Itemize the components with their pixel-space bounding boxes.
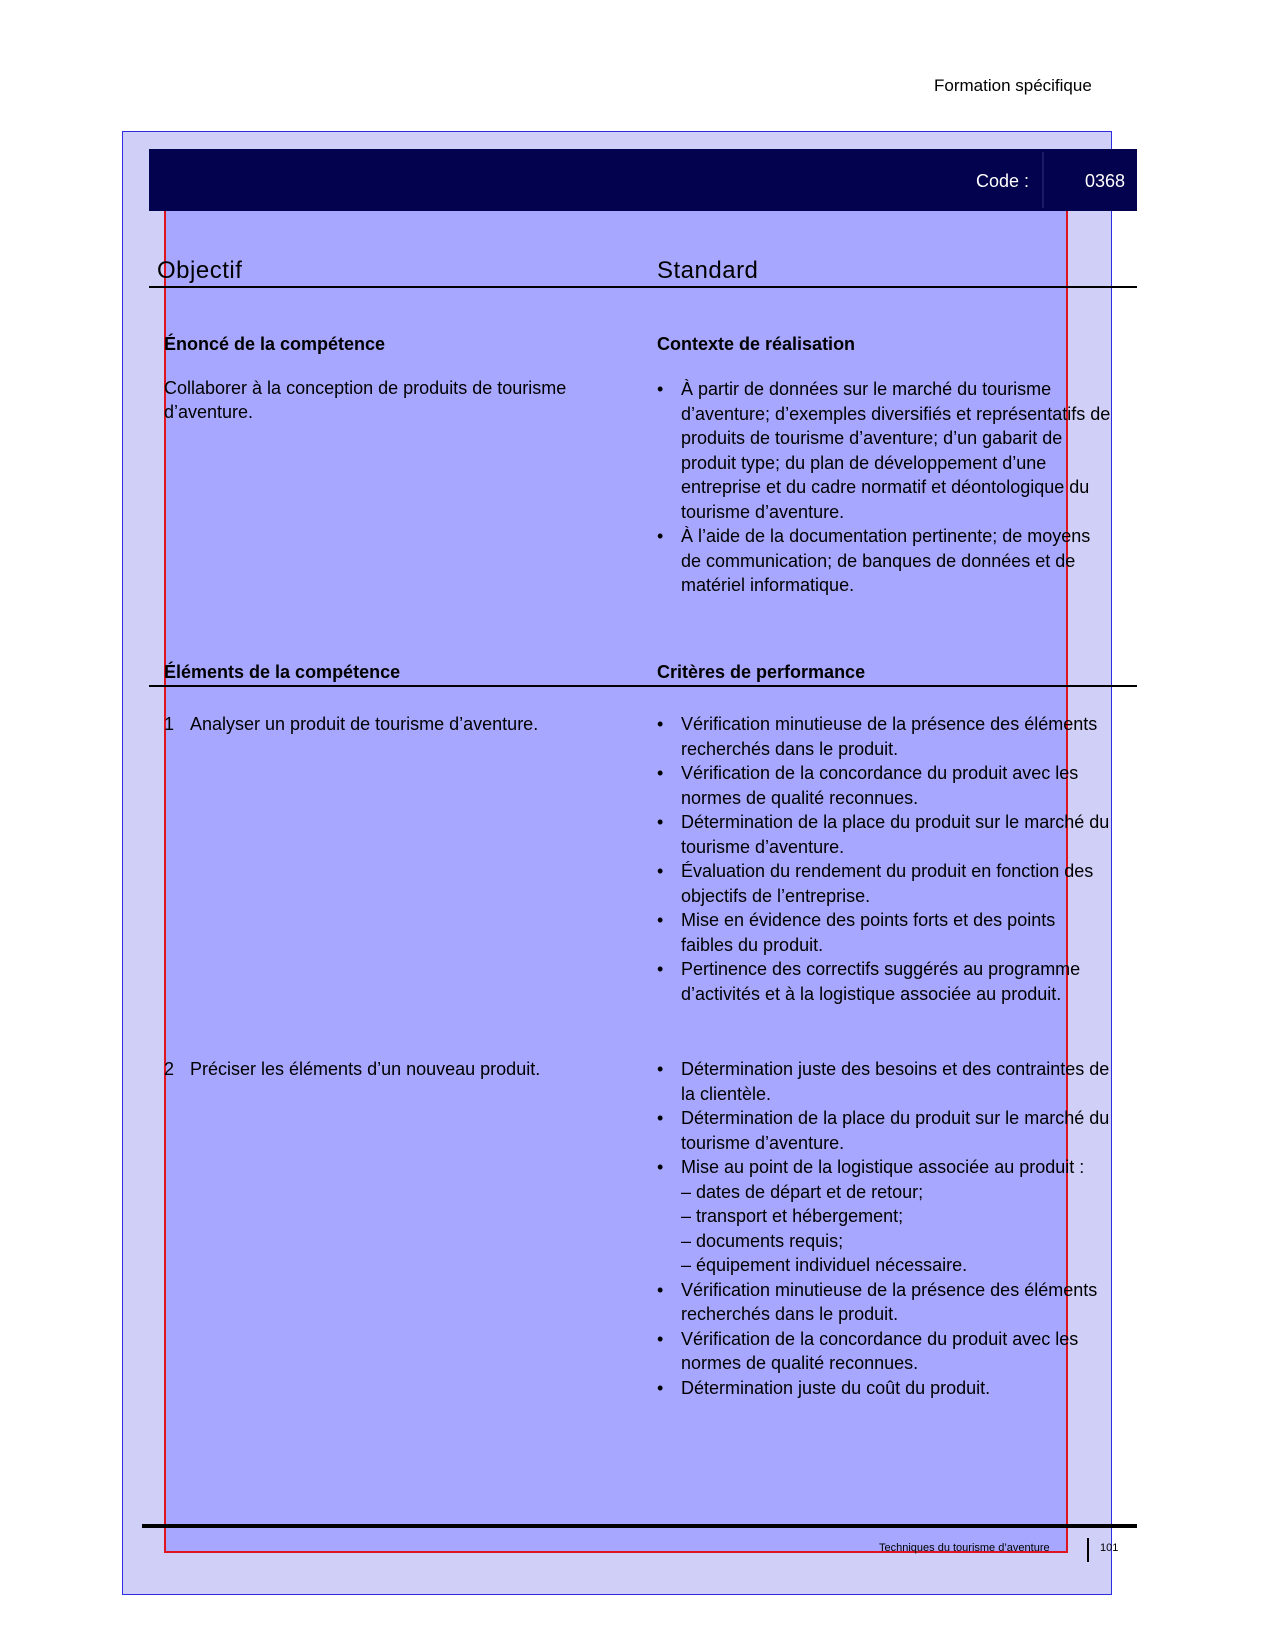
element-number: 2 <box>164 1059 175 1079</box>
element-1 <box>164 712 634 736</box>
section-rule <box>149 685 1137 687</box>
sub-item: – équipement individuel nécessaire. <box>681 1253 1112 1278</box>
criterion: • Vérification de la concordance du produit avec les normes de qualité reconnues. <box>657 1327 1112 1376</box>
criterion <box>657 1155 1112 1278</box>
running-title: Formation spécifique <box>934 76 1092 95</box>
standard-heading: Standard <box>657 257 759 284</box>
objectif-heading: Objectif <box>157 257 243 284</box>
logistics-sublist <box>681 1180 1112 1278</box>
competence-text: Collaborer à la conception de produits de tourisme d’aventure. <box>164 378 567 422</box>
element-text: Préciser les éléments d’un nouveau produit. <box>190 1059 541 1079</box>
header-divider <box>1042 152 1044 208</box>
elements-title: Éléments de la compétence <box>164 662 401 682</box>
context-item: • À l’aide de la documentation pertinente; de moyens de communication; de banques de données et de matériel informatique. <box>657 524 1112 598</box>
heading-rule <box>149 286 1137 288</box>
criterion: • Vérification minutieuse de la présence des éléments recherchés dans le produit. <box>657 1278 1112 1327</box>
footer-rule <box>142 1524 1137 1528</box>
criterion: • Mise en évidence des points forts et des points faibles du produit. <box>657 908 1112 957</box>
element-number: 1 <box>164 714 175 734</box>
context-item: • À partir de données sur le marché du tourisme d’aventure; d’exemples diversifiés et représentatifs de produits de tourisme d’aventure; d’un gabarit de produit type; du plan de développement d’une entreprise et du cadre normatif et déontologique du tourisme d’aventure. <box>657 377 1112 524</box>
criterion: • Détermination de la place du produit sur le marché du tourisme d’aventure. <box>657 810 1112 859</box>
criterion: • Détermination de la place du produit sur le marché du tourisme d’aventure. <box>657 1106 1112 1155</box>
context-list <box>657 377 1112 598</box>
sub-item: – dates de départ et de retour; <box>681 1180 1112 1205</box>
footer-program: Techniques du tourisme d’aventure <box>879 1542 1050 1554</box>
criterion: • Détermination juste des besoins et des contraintes de la clientèle. <box>657 1057 1112 1106</box>
code-value: 0368 <box>1085 171 1126 191</box>
criterion-text: Mise au point de la logistique associée au produit : <box>681 1157 1085 1177</box>
page-number: 101 <box>1100 1542 1119 1554</box>
sub-item: – documents requis; <box>681 1229 1112 1254</box>
criterion: • Pertinence des correctifs suggérés au programme d’activités et à la logistique associée au produit. <box>657 957 1112 1006</box>
element-text: Analyser un produit de tourisme d’aventure. <box>190 714 539 734</box>
competence-title: Énoncé de la compétence <box>164 334 386 354</box>
criterion: • Vérification de la concordance du produit avec les normes de qualité reconnues. <box>657 761 1112 810</box>
criterion: • Détermination juste du coût du produit. <box>657 1376 1112 1401</box>
criteria-list-1 <box>657 712 1112 1006</box>
element-2 <box>164 1057 634 1081</box>
criterion: • Vérification minutieuse de la présence des éléments recherchés dans le produit. <box>657 712 1112 761</box>
criteria-title: Critères de performance <box>657 662 866 682</box>
criteria-list-2a <box>657 1057 1112 1400</box>
sub-item: – transport et hébergement; <box>681 1204 1112 1229</box>
criteria-list-2 <box>657 1057 1112 1400</box>
footer-separator <box>1087 1538 1089 1562</box>
context-title: Contexte de réalisation <box>657 334 856 354</box>
code-label: Code : <box>976 171 1030 191</box>
criterion: • Évaluation du rendement du produit en fonction des objectifs de l’entreprise. <box>657 859 1112 908</box>
